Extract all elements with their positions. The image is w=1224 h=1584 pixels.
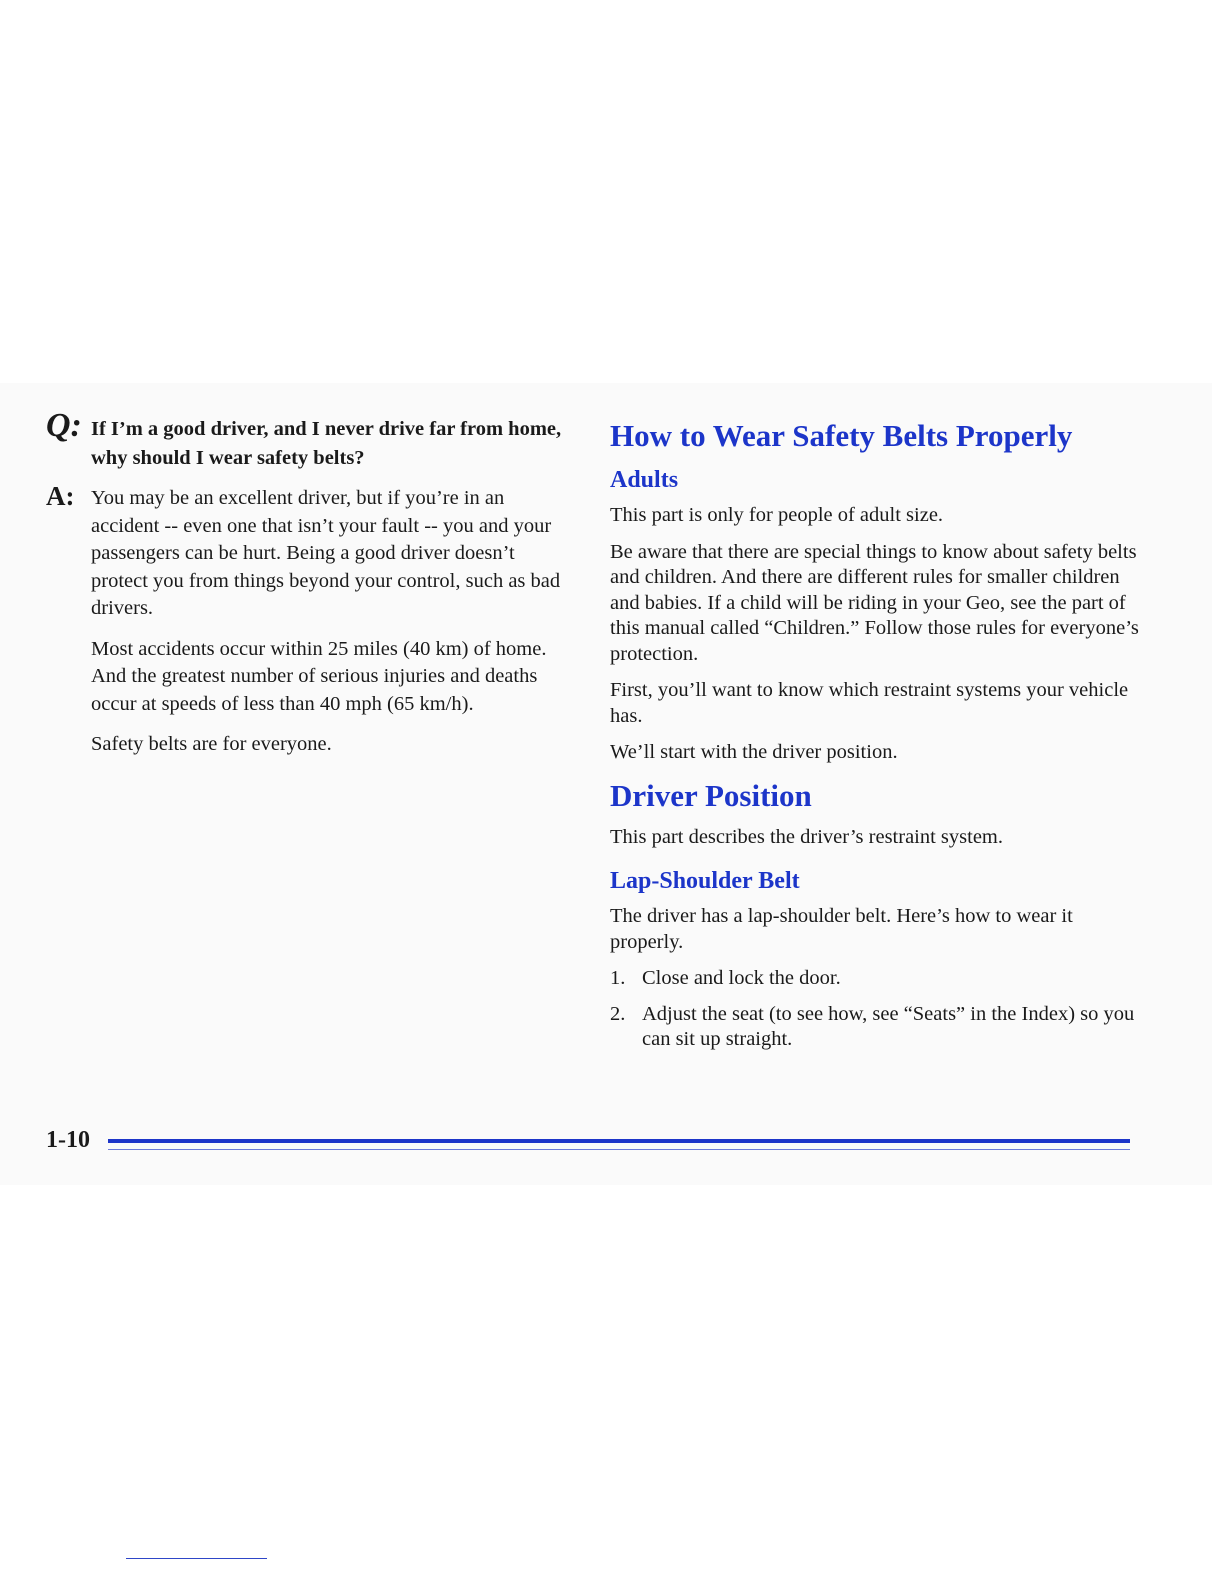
question-text: If I’m a good driver, and I never drive far from home, why should I wear safety belts? — [91, 418, 562, 469]
right-column — [610, 417, 1140, 1063]
subheading-adults: Adults — [610, 467, 679, 493]
adults-paragraph: First, you’ll want to know which restraint systems your vehicle has. — [610, 679, 1129, 727]
list-item — [610, 1002, 1140, 1053]
steps-list — [610, 966, 1140, 1053]
subheading-lap-shoulder-belt: Lap-Shoulder Belt — [610, 868, 800, 894]
answer-paragraph: Most accidents occur within 25 miles (40 km) of home. And the greatest number of serious injuries and deaths occur at speeds of less than 40 mph (65 km/h). — [91, 637, 547, 715]
answer-marker: A: — [46, 481, 75, 511]
footer-rule-thin — [108, 1149, 1130, 1150]
left-column — [46, 407, 576, 772]
step-text: Close and lock the door. — [642, 967, 841, 989]
footer-rule — [108, 1139, 1130, 1143]
adults-paragraph: We’ll start with the driver position. — [610, 741, 898, 763]
section-heading-safety-belts: How to Wear Safety Belts Properly — [610, 418, 1073, 453]
lap-shoulder-paragraph: The driver has a lap-shoulder belt. Here’s how to wear it properly. — [610, 905, 1073, 953]
adults-paragraph: This part is only for people of adult size. — [610, 504, 944, 526]
question-block — [46, 407, 576, 473]
step-number: 2. — [610, 1002, 626, 1025]
driver-paragraph: This part describes the driver’s restraint system. — [610, 825, 1004, 848]
answer-paragraph: You may be an excellent driver, but if you’re in an accident -- even one that isn’t your fault -- you and your passengers can be hurt. Being a good driver doesn’t protect you from things beyond your control, such as bad drivers. — [91, 487, 561, 619]
page-number: 1-10 — [46, 1127, 90, 1153]
list-item — [610, 966, 1140, 992]
step-text: Adjust the seat (to see how, see “Seats” in the Index) so you can sit up straight. — [642, 1002, 1135, 1050]
section-heading-driver-position: Driver Position — [610, 777, 812, 813]
adults-paragraph: Be aware that there are special things to know about safety belts and children. And there are different rules for smaller children and babies. If a child will be riding in your Geo, see the part of this manual called “Children.” Follow those rules for everyone’s protection. — [610, 540, 1139, 665]
step-number: 1. — [610, 967, 626, 989]
question-marker: Q: — [46, 407, 82, 444]
answer-block — [46, 481, 576, 759]
answer-paragraph: Safety belts are for everyone. — [91, 733, 332, 755]
bottom-divider — [126, 1558, 267, 1559]
